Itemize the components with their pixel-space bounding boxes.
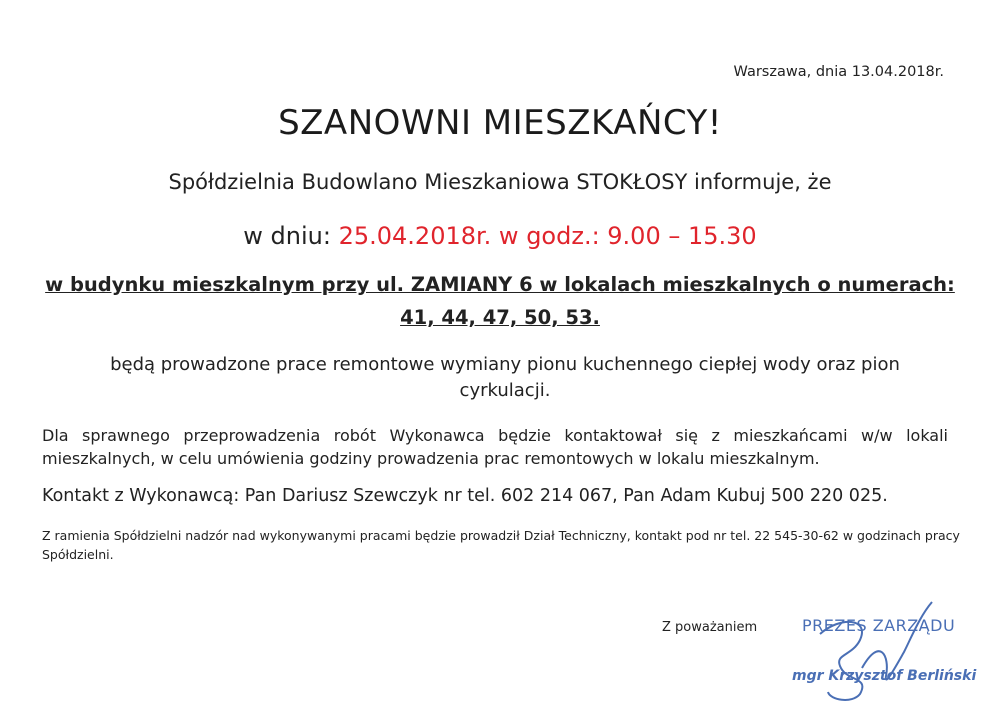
contact-paragraph: Dla sprawnego przeprowadzenia robót Wykonawca będzie kontaktował się z mieszkańcami w/w lokali mieszkalnych, w celu umówienia godziny prowadzenia prac remontowych w lokalu mieszkalnym. (42, 426, 948, 468)
stamp-title: PREZES ZARZĄDU (802, 616, 956, 635)
contractor-contact: Kontakt z Wykonawcą: Pan Dariusz Szewczyk nr tel. 602 214 067, Pan Adam Kubuj 500 220 025. (42, 486, 888, 506)
work-date-highlight: 25.04.2018r. w godz.: 9.00 – 15.30 (338, 222, 757, 250)
page-title: SZANOWNI MIESZKAŃCY! (278, 103, 722, 143)
place-date: Warszawa, dnia 13.04.2018r. (733, 64, 944, 80)
works-description: będą prowadzone prace remontowe wymiany pionu kuchennego ciepłej wody oraz pion cyrkulacji. (110, 354, 900, 401)
work-date-line (0, 222, 1000, 250)
building-line: w budynku mieszkalnym przy ul. ZAMIANY 6 w lokalach mieszkalnych o numerach: (45, 273, 955, 296)
closing-regards: Z poważaniem (662, 620, 758, 635)
stamp-name: mgr Krzysztof Berliński (792, 668, 977, 684)
oversight-note: Z ramienia Spółdzielni nadzór nad wykonywanymi pracami będzie prowadził Dział Techniczny, kontakt pod nr tel. 22 545-30-62 w godzinach pracy Spółdzielni. (42, 528, 960, 562)
signature-scribble (800, 596, 950, 706)
work-date-prefix: w dniu: (243, 222, 339, 250)
intro-line: Spółdzielnia Budowlano Mieszkaniowa STOKŁOSY informuje, że (168, 170, 832, 194)
apartment-numbers: 41, 44, 47, 50, 53. (400, 306, 600, 329)
